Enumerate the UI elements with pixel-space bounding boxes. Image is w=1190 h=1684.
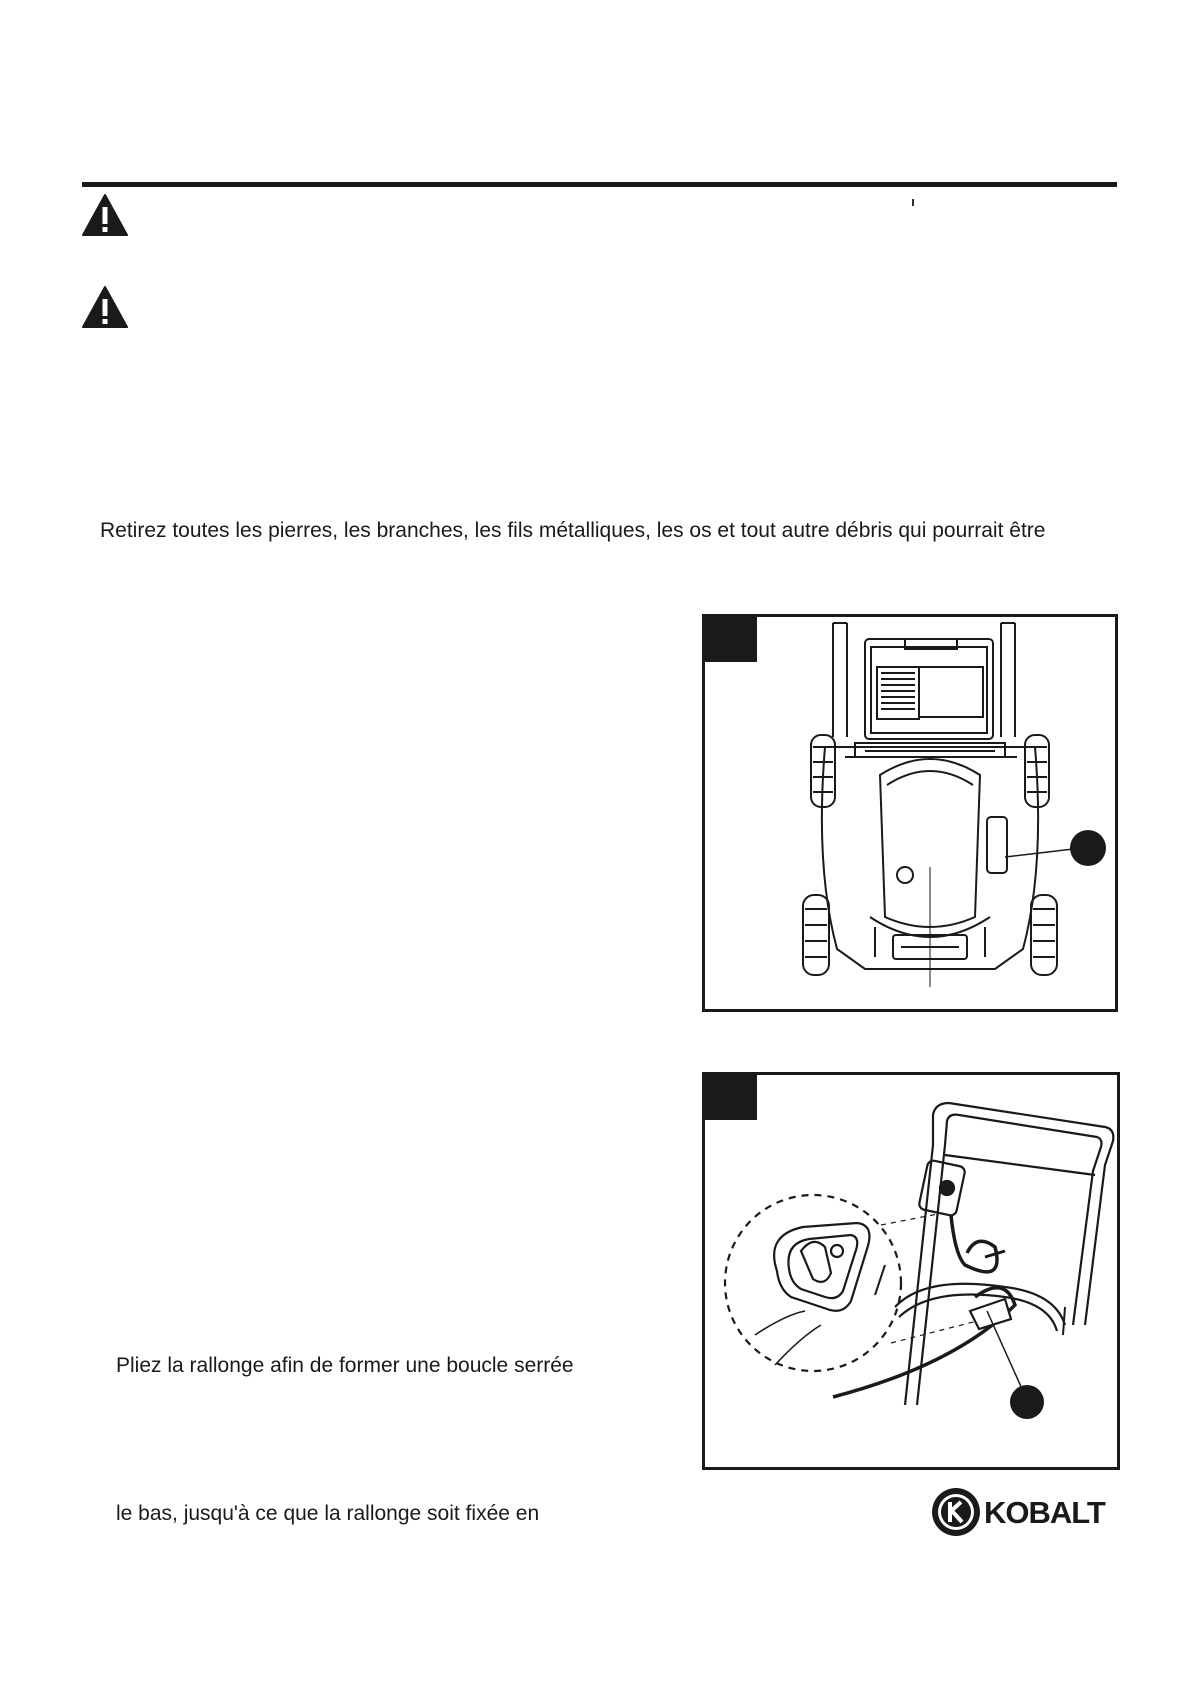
header-rule [82, 182, 1117, 187]
mower-illustration [705, 617, 1115, 1009]
warning-triangle-icon [82, 193, 128, 237]
figure-mower-top-view [702, 614, 1118, 1012]
kobalt-logo-text: KOBALT [984, 1495, 1105, 1530]
kobalt-logo [930, 1484, 1120, 1540]
instruction-text-secure-cord: le bas, jusqu'à ce que la rallonge soit fixée en [116, 1502, 540, 1525]
figure-cord-retainer [702, 1072, 1120, 1470]
instruction-text-fold-cord: Pliez la rallonge afin de former une boucle serrée [116, 1354, 574, 1377]
warning-triangle-icon [82, 285, 128, 329]
header-tick-mark [912, 199, 914, 206]
instruction-text-debris: Retirez toutes les pierres, les branches, les fils métalliques, les os et tout autre débris qui pourrait être [100, 519, 1046, 542]
cord-retainer-illustration [705, 1075, 1117, 1467]
